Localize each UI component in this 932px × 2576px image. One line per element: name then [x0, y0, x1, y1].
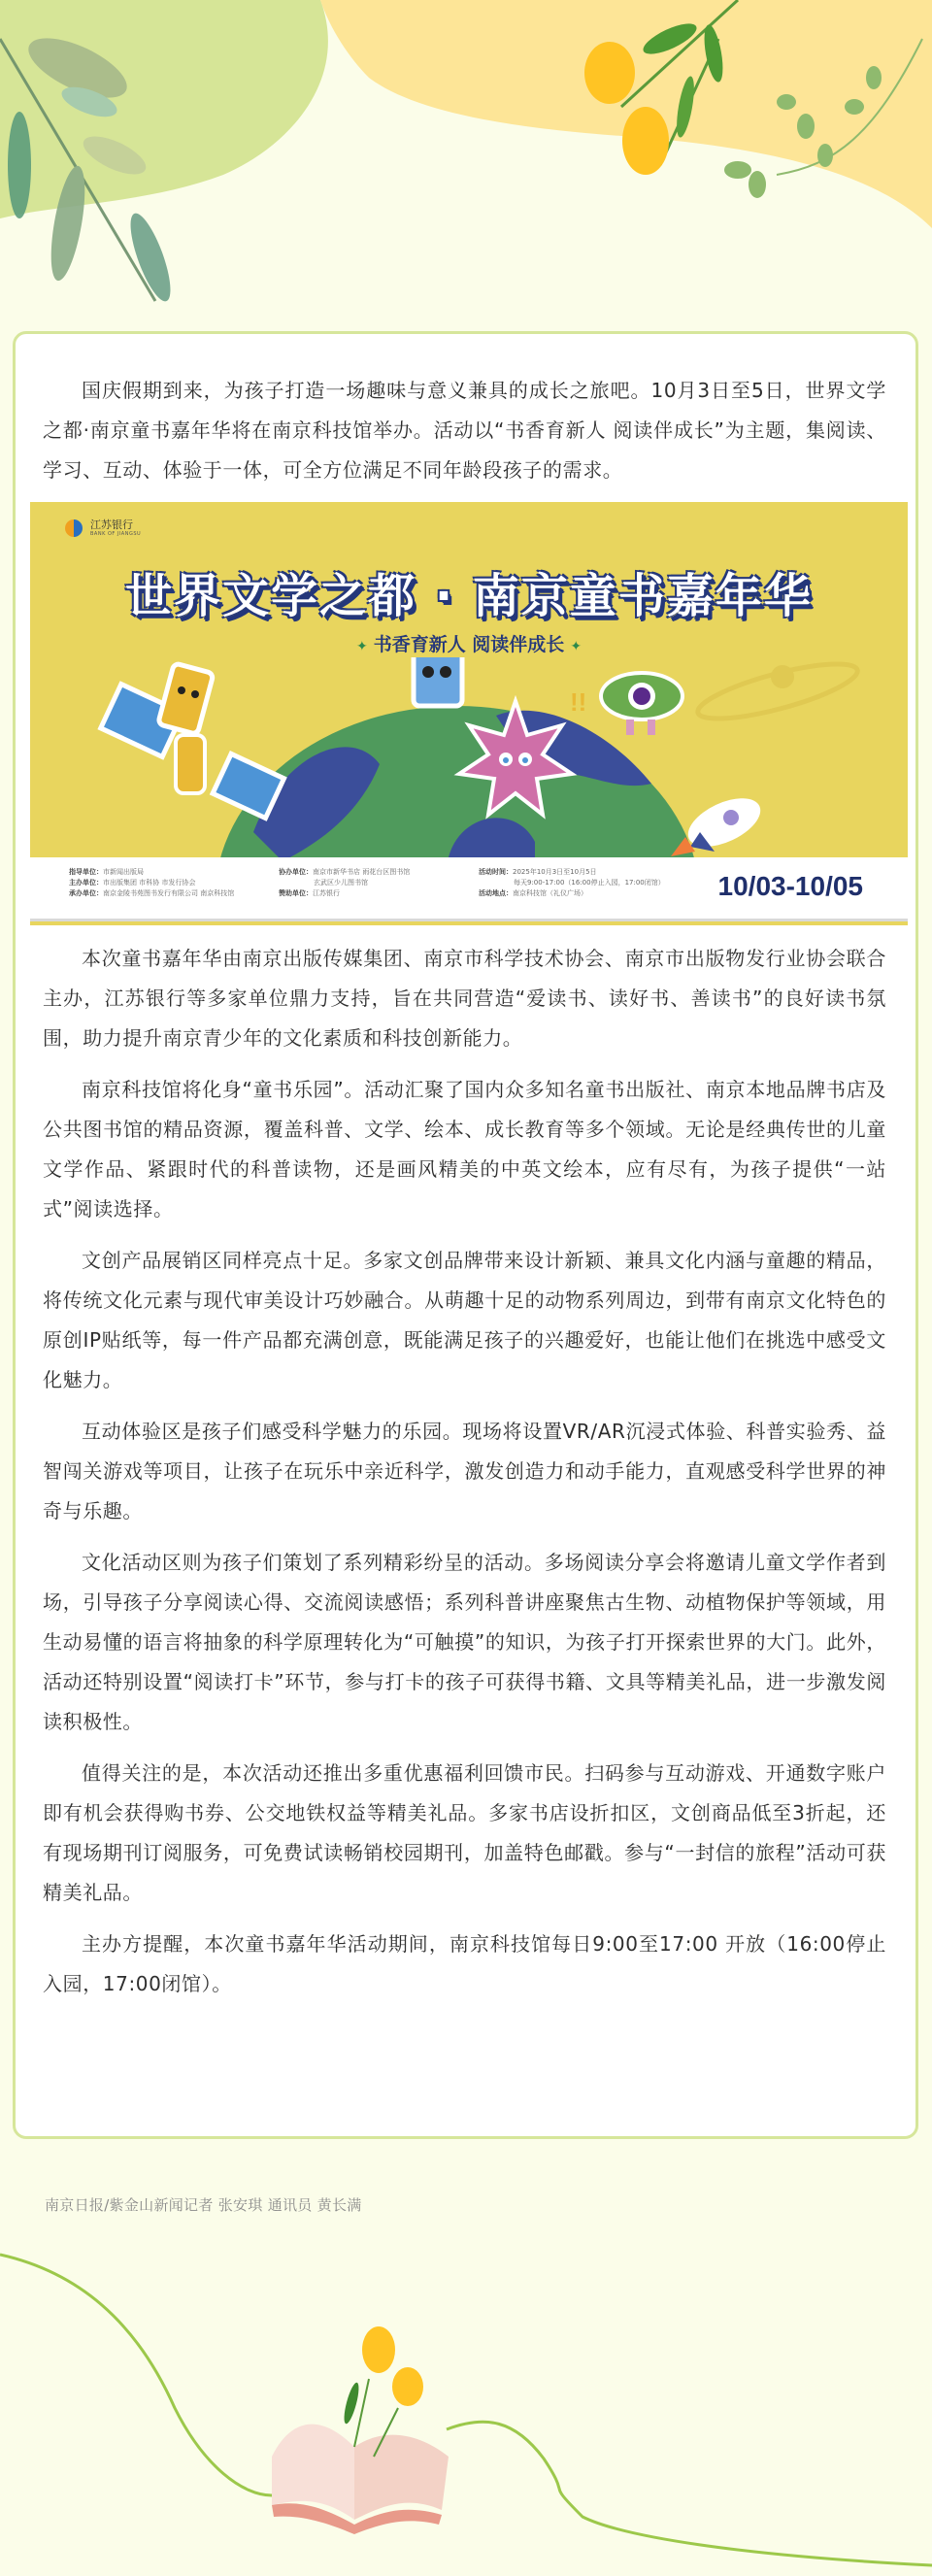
interactive-zone-paragraph: 互动体验区是孩子们感受科学魅力的乐园。现场将设置VR/AR沉浸式体验、科普实验秀、益智闯关游戏等项目，让孩子在玩乐中亲近科学，激发创造力和动手能力，直观感受科学世界的神奇与乐趣。	[43, 1420, 886, 1522]
bank-logo-icon	[65, 519, 83, 537]
event-banner-image	[30, 502, 908, 925]
banner-title: 世界文学之都 · 南京童书嘉年华	[125, 569, 813, 623]
reminder-paragraph: 主办方提醒，本次童书嘉年华活动期间，南京科技馆每日9:00至17:00 开放（16:00停止入园，17:00闭馆）。	[43, 1932, 886, 1995]
svg-text:!!: !!	[570, 687, 587, 717]
banner-subtitle	[30, 630, 908, 656]
organizer-info: 指导单位：市新闻出版局 主办单位：市出版集团 市科协 市发行协会 承办单位：南京金陵书苑图书发行有限公司 南京科技馆	[69, 868, 235, 897]
satellite-icon	[101, 663, 284, 819]
bank-name-en: BANK OF JIANGSU	[90, 531, 142, 537]
cultural-activities-paragraph: 文化活动区则为孩子们策划了系列精彩纷呈的活动。多场阅读分享会将邀请儿童文学作者到场，引导孩子分享阅读心得、交流阅读感悟；系列科普讲座聚焦古生物、动植物保护等领域，用生动易懂的语言将抽象的科学原理转化为“可触摸”的知识，为孩子打开探索世界的大门。此外，活动还特别设置“阅读打卡”环节，参与打卡的孩子可获得书籍、文具等精美礼品，进一步激发阅读积极性。	[43, 1551, 886, 1733]
article-card	[13, 331, 918, 2139]
cultural-products-paragraph: 文创产品展销区同样亮点十足。多家文创品牌带来设计新颖、兼具文化内涵与童趣的精品，将传统文化元素与现代审美设计巧妙融合。从萌趣十足的动物系列周边，到带有南京文化特色的原创IP贴纸等，每一件产品都充满创意，既能满足孩子的兴趣爱好，也能让他们在挑选中感受文化魅力。	[43, 1249, 886, 1391]
planet-icon	[693, 657, 862, 729]
bottom-book-decoration	[0, 2214, 932, 2576]
organizers-paragraph: 本次童书嘉年华由南京出版传媒集团、南京市科学技术协会、南京市出版物发行业协会联合主办，江苏银行等多家单位鼎力支持，旨在共同营造“爱读书、读好书、善读书”的良好读书氛围，助力提升南京青少年的文化素质和科技创新能力。	[43, 947, 886, 1050]
banner-subtitle-text: 书香育新人 阅读伴成长	[373, 634, 565, 655]
co-organizer-info: 协办单位：南京市新华书店 雨花台区图书馆 玄武区少儿图书馆 赞助单位：江苏银行	[279, 868, 411, 897]
book-park-paragraph: 南京科技馆将化身“童书乐园”。活动汇聚了国内众多知名童书出版社、南京本地品牌书店及公共图书馆的精品资源，覆盖科普、文学、绘本、成长教育等多个领域。无论是经典传世的儿童文学作品、紧跟时代的科普读物，还是画风精美的中英文绘本，应有尽有，为孩子提供“一站式”阅读选择。	[43, 1078, 886, 1221]
cartoon-earth-illustration	[30, 657, 908, 861]
sparkle-icon: ✦	[570, 639, 582, 654]
open-book-icon	[272, 2425, 449, 2534]
rocket-icon	[671, 788, 768, 856]
intro-paragraph: 国庆假期到来，为孩子打造一场趣味与意义兼具的成长之旅吧。10月3日至5日，世界文学之都·南京童书嘉年华将在南京科技馆举办。活动以“书香育新人 阅读伴成长”为主题，集阅读、学习、互动、体验于一体，可全方位满足不同年龄段孩子的需求。	[43, 379, 886, 482]
top-floral-decoration	[0, 0, 932, 330]
bank-logo	[65, 519, 141, 537]
eye-character-icon	[601, 673, 682, 735]
time-location-info: 活动时间：2025年10月3日至10月5日 每天9:00-17:00（16:00停止入园，17:00闭馆） 活动地点：南京科技馆（礼仪广场）	[479, 868, 665, 897]
article-credit: 南京日报/紫金山新闻记者 张安琪 通讯员 黄长满	[45, 2196, 362, 2214]
event-dates: 10/03-10/05	[717, 871, 863, 901]
sparkle-icon: ✦	[355, 639, 368, 654]
bank-name: 江苏银行	[90, 519, 133, 531]
book-character-icon	[414, 657, 462, 706]
benefits-paragraph: 值得关注的是，本次活动还推出多重优惠福利回馈市民。扫码参与互动游戏、开通数字账户即有机会获得购书券、公交地铁权益等精美礼品。多家书店设折扣区，文创商品低至3折起，还有现场期刊订阅服务，可免费试读畅销校园期刊，加盖特色邮戳。参与“一封信的旅程”活动可获精美礼品。	[43, 1761, 886, 1904]
